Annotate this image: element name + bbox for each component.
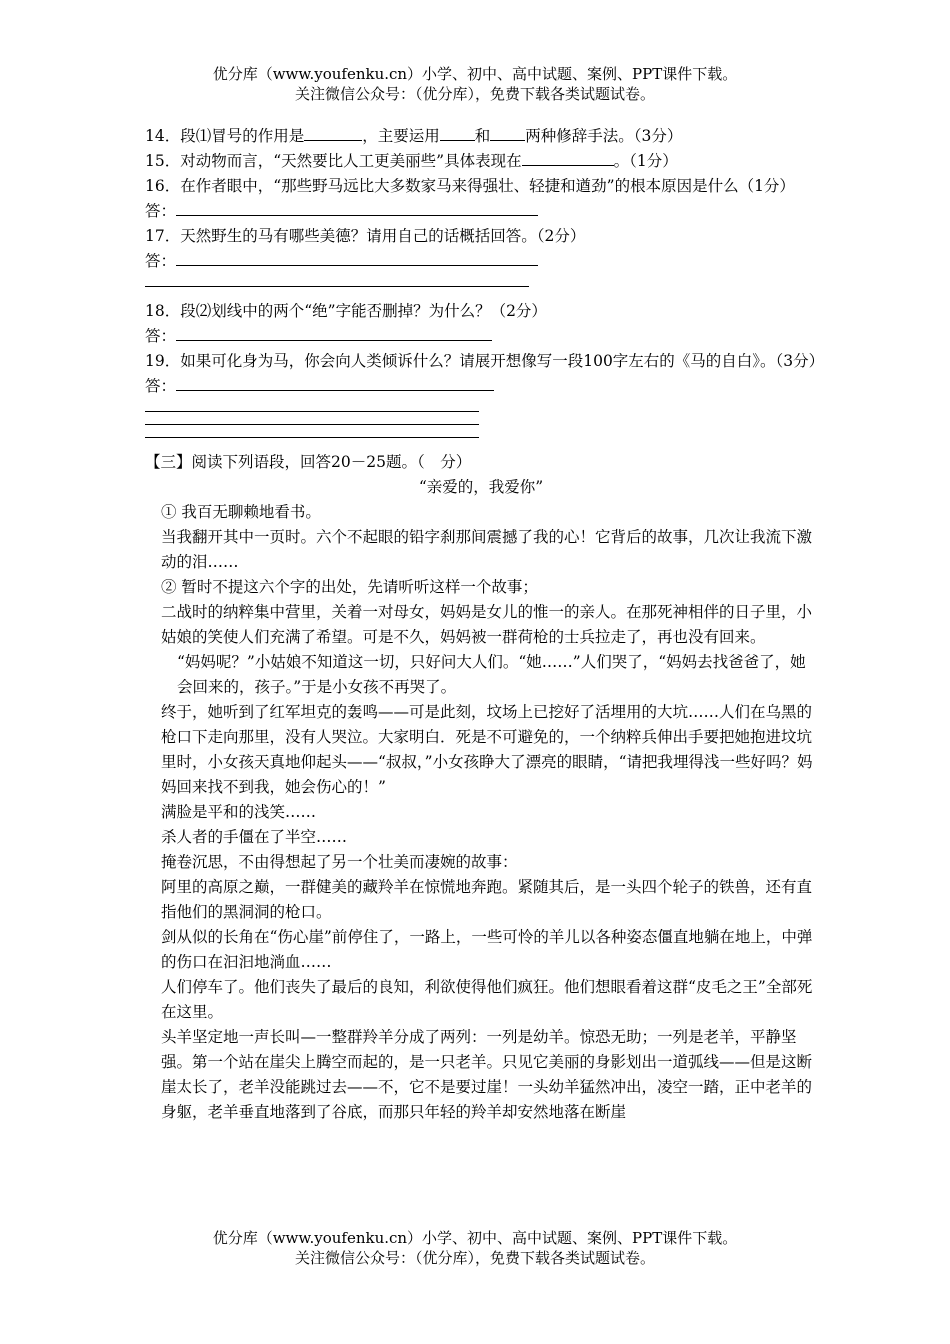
answer-blank[interactable] [176,249,538,266]
header-line-2: 关注微信公众号：（优分库），免费下载各类试题试卷。 [294,85,655,103]
document-body [145,124,825,1125]
passage-paragraph: 二战时的纳粹集中营里，关着一对母女，妈妈是女儿的惟一的亲人。在那死神相伴的日子里，小姑娘的笑使人们充满了希望。可是不久，妈妈被一群荷枪的士兵拉走了，再也没有回来。 [161,603,813,646]
answer-blank[interactable] [176,199,538,216]
answer-blank[interactable] [145,411,479,412]
question-15: 15．对动物而言，“天然要比人工更美丽些”具体表现在 。（1分） [145,149,817,174]
passage-paragraph: ① 我百无聊赖地看书。 [161,503,321,521]
question-19: 19．如果可化身为马，你会向人类倾诉什么？请展开想像写一段100字左右的《马的自白》。（3分） [145,352,825,370]
passage-paragraph: “妈妈呢？”小姑娘不知道这一切，只好问大人们。“她……”人们哭了，“妈妈去找爸爸了，她会回来的，孩子。”于是小女孩不再哭了。 [177,653,806,696]
passage-paragraph: ② 暂时不提这六个字的出处，先请听听这样一个故事； [161,578,538,596]
answer-blank[interactable] [145,437,479,438]
answer-blank[interactable] [176,324,492,341]
question-16: 16．在作者眼中，“那些野马远比大多数家马来得强壮、轻捷和遒劲”的根本原因是什么（1分） [145,177,795,195]
answer-line-19: 答： [145,374,817,399]
passage-paragraph: 当我翻开其中一页时。六个不起眼的铅字刹那间震撼了我的心！它背后的故事，几次让我流下激动的泪…… [161,528,813,571]
section-heading: 【三】阅读下列语段，回答20－25题。（ 分） [145,453,472,471]
answer-blank[interactable] [145,424,479,425]
passage-paragraph: 剑从似的长角在“伤心崖”前停住了，一路上，一些可怜的羊儿以各种姿态僵直地躺在地上，中弹的伤口在汩汩地淌血…… [161,928,813,971]
passage-paragraph: 头羊坚定地一声长叫—一整群羚羊分成了两列：一列是幼羊。惊恐无助；一列是老羊，平静坚强。第一个站在崖尖上腾空而起的，是一只老羊。只见它美丽的身影划出一道弧线——但是这断崖太长了，老羊没能跳过去——不，它不是要过崖！一头幼羊猛然冲出，凌空一踏，正中老羊的身躯，老羊垂直地落到了谷底，而那只年轻的羚羊却安然地落在断崖 [161,1028,813,1121]
question-14: 14．段⑴冒号的作用是 ，主要运用 和 两种修辞手法。（3分） [145,124,817,149]
passage-title: “亲爱的，我爱你” [418,478,544,496]
answer-blank[interactable] [145,286,529,287]
answer-blank[interactable] [176,374,494,391]
passage-paragraph: 满脸是平和的浅笑…… [161,803,317,821]
answer-blank[interactable] [490,124,525,141]
answer-blank[interactable] [304,124,362,141]
header-line-1: 优分库（www.youfenku.cn）小学、初中、高中试题、案例、PPT课件下载。 [212,65,738,83]
page-footer [0,1228,950,1268]
answer-line-16: 答： [145,199,817,224]
answer-line-18: 答： [145,324,817,349]
answer-blank[interactable] [440,124,475,141]
footer-line-1: 优分库（www.youfenku.cn）小学、初中、高中试题、案例、PPT课件下载。 [212,1229,738,1247]
passage-paragraph: 阿里的高原之巅，一群健美的藏羚羊在惊慌地奔跑。紧随其后，是一头四个轮子的铁兽，还有直指他们的黑洞洞的枪口。 [161,878,813,921]
answer-line-17: 答： [145,249,817,274]
passage-paragraph: 终于，她听到了红军坦克的轰鸣——可是此刻，坟场上已挖好了活埋用的大坑……人们在乌黑的枪口下走向那里，没有人哭泣。大家明白．死是不可避免的，一个纳粹兵伸出手要把她抱进坟坑里时，小女孩天真地仰起头——“叔叔，”小女孩睁大了漂亮的眼睛，“请把我埋得浅一些好吗？妈妈回来找不到我，她会伤心的！” [161,703,813,796]
passage-paragraph: 掩卷沉思，不由得想起了另一个壮美而凄婉的故事： [161,853,518,871]
page-header [0,64,950,104]
passage-paragraph: 人们停车了。他们丧失了最后的良知，利欲使得他们疯狂。他们想眼看着这群“皮毛之王”全部死在这里。 [161,978,813,1021]
footer-line-2: 关注微信公众号：（优分库），免费下载各类试题试卷。 [294,1249,655,1267]
passage-paragraph: 杀人者的手僵在了半空…… [161,828,348,846]
answer-blank[interactable] [522,149,614,166]
question-18: 18．段⑵划线中的两个“绝”字能否删掉？为什么？（2分） [145,302,547,320]
question-17: 17．天然野生的马有哪些美德？请用自己的话概括回答。（2分） [145,227,586,245]
